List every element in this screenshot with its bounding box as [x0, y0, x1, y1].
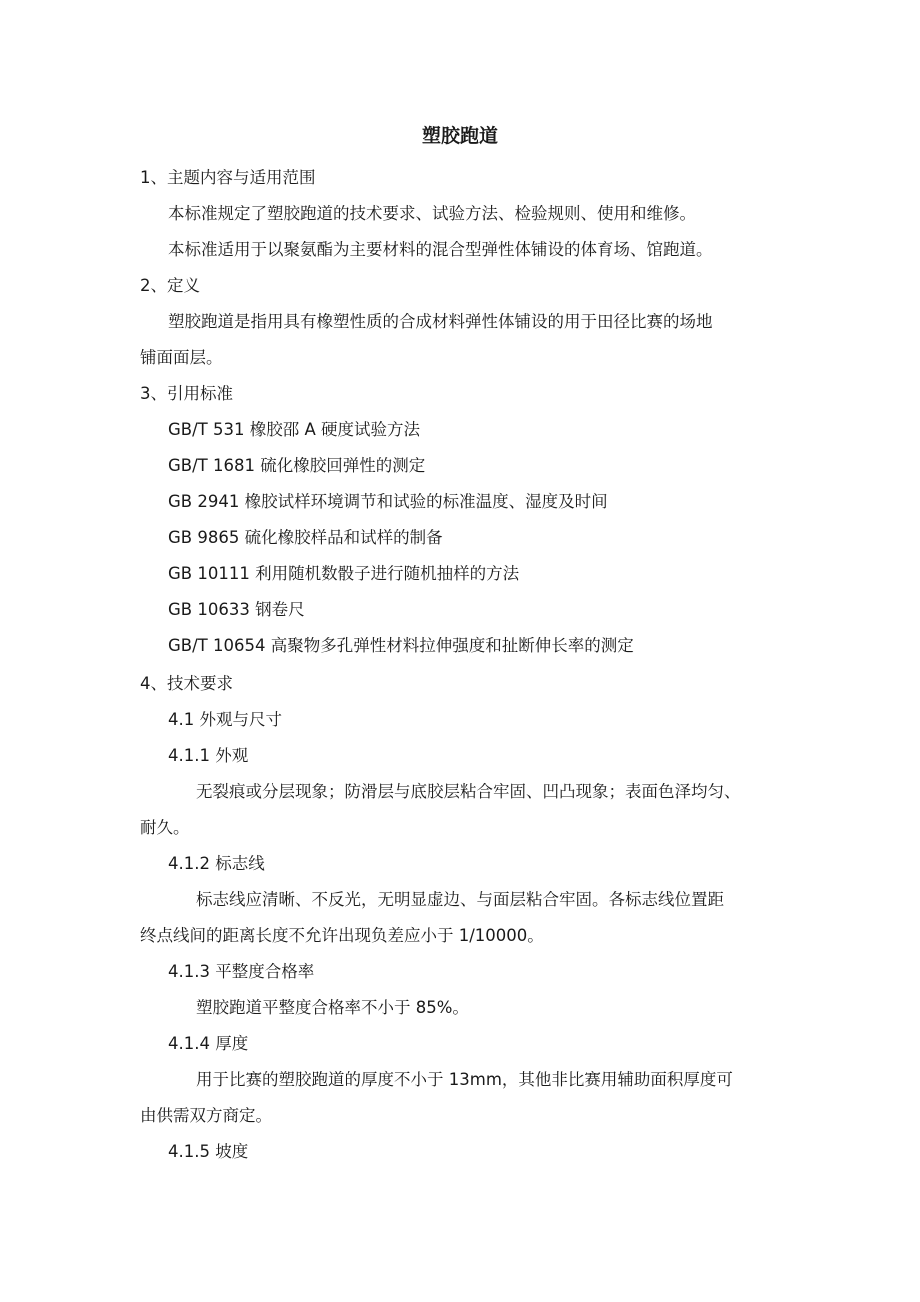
reference-item: GB 10633 钢卷尺	[168, 600, 305, 619]
subsection-4-1-1-text-line-2: 耐久。	[140, 818, 190, 837]
reference-item: GB/T 531 橡胶邵 A 硬度试验方法	[168, 420, 421, 439]
reference-item: GB/T 10654 高聚物多孔弹性材料拉伸强度和扯断伸长率的测定	[168, 636, 634, 655]
section-2-paragraph-line-1: 塑胶跑道是指用具有橡塑性质的合成材料弹性体铺设的用于田径比赛的场地	[168, 312, 713, 331]
reference-item: GB/T 1681 硫化橡胶回弹性的测定	[168, 456, 426, 475]
section-1-paragraph-2: 本标准适用于以聚氨酯为主要材料的混合型弹性体铺设的体育场、馆跑道。	[168, 240, 713, 259]
subsection-4-1-4-text-line-2: 由供需双方商定。	[140, 1106, 272, 1125]
subsection-4-1-5-heading: 4.1.5 坡度	[168, 1142, 249, 1161]
subsection-4-1-2-text-line-1: 标志线应清晰、不反光，无明显虚边、与面层粘合牢固。各标志线位置距	[196, 890, 724, 909]
section-2-heading: 2、定义	[140, 276, 200, 295]
subsection-4-1-4-text-line-1: 用于比赛的塑胶跑道的厚度不小于 13mm，其他非比赛用辅助面积厚度可	[196, 1070, 733, 1089]
section-1-paragraph-1: 本标准规定了塑胶跑道的技术要求、试验方法、检验规则、使用和维修。	[168, 204, 696, 223]
section-2-paragraph-line-2: 铺面面层。	[140, 348, 223, 367]
subsection-4-1-4-heading: 4.1.4 厚度	[168, 1034, 249, 1053]
section-4-heading: 4、技术要求	[140, 674, 233, 693]
section-1-heading: 1、主题内容与适用范围	[140, 168, 316, 187]
subsection-4-1-1-text-line-1: 无裂痕或分层现象；防滑层与底胶层粘合牢固、凹凸现象；表面色泽均匀、	[196, 782, 741, 801]
subsection-4-1-2-heading: 4.1.2 标志线	[168, 854, 265, 873]
section-3-heading: 3、引用标准	[140, 384, 233, 403]
subsection-4-1-heading: 4.1 外观与尺寸	[168, 710, 282, 729]
subsection-4-1-3-text: 塑胶跑道平整度合格率不小于 85%。	[196, 998, 469, 1017]
reference-item: GB 9865 硫化橡胶样品和试样的制备	[168, 528, 443, 547]
reference-item: GB 10111 利用随机数骰子进行随机抽样的方法	[168, 564, 520, 583]
subsection-4-1-2-text-line-2: 终点线间的距离长度不允许出现负差应小于 1/10000。	[140, 926, 544, 945]
page-title: 塑胶跑道	[421, 125, 498, 147]
subsection-4-1-3-heading: 4.1.3 平整度合格率	[168, 962, 315, 981]
reference-item: GB 2941 橡胶试样环境调节和试验的标准温度、湿度及时间	[168, 492, 608, 511]
subsection-4-1-1-heading: 4.1.1 外观	[168, 746, 249, 765]
